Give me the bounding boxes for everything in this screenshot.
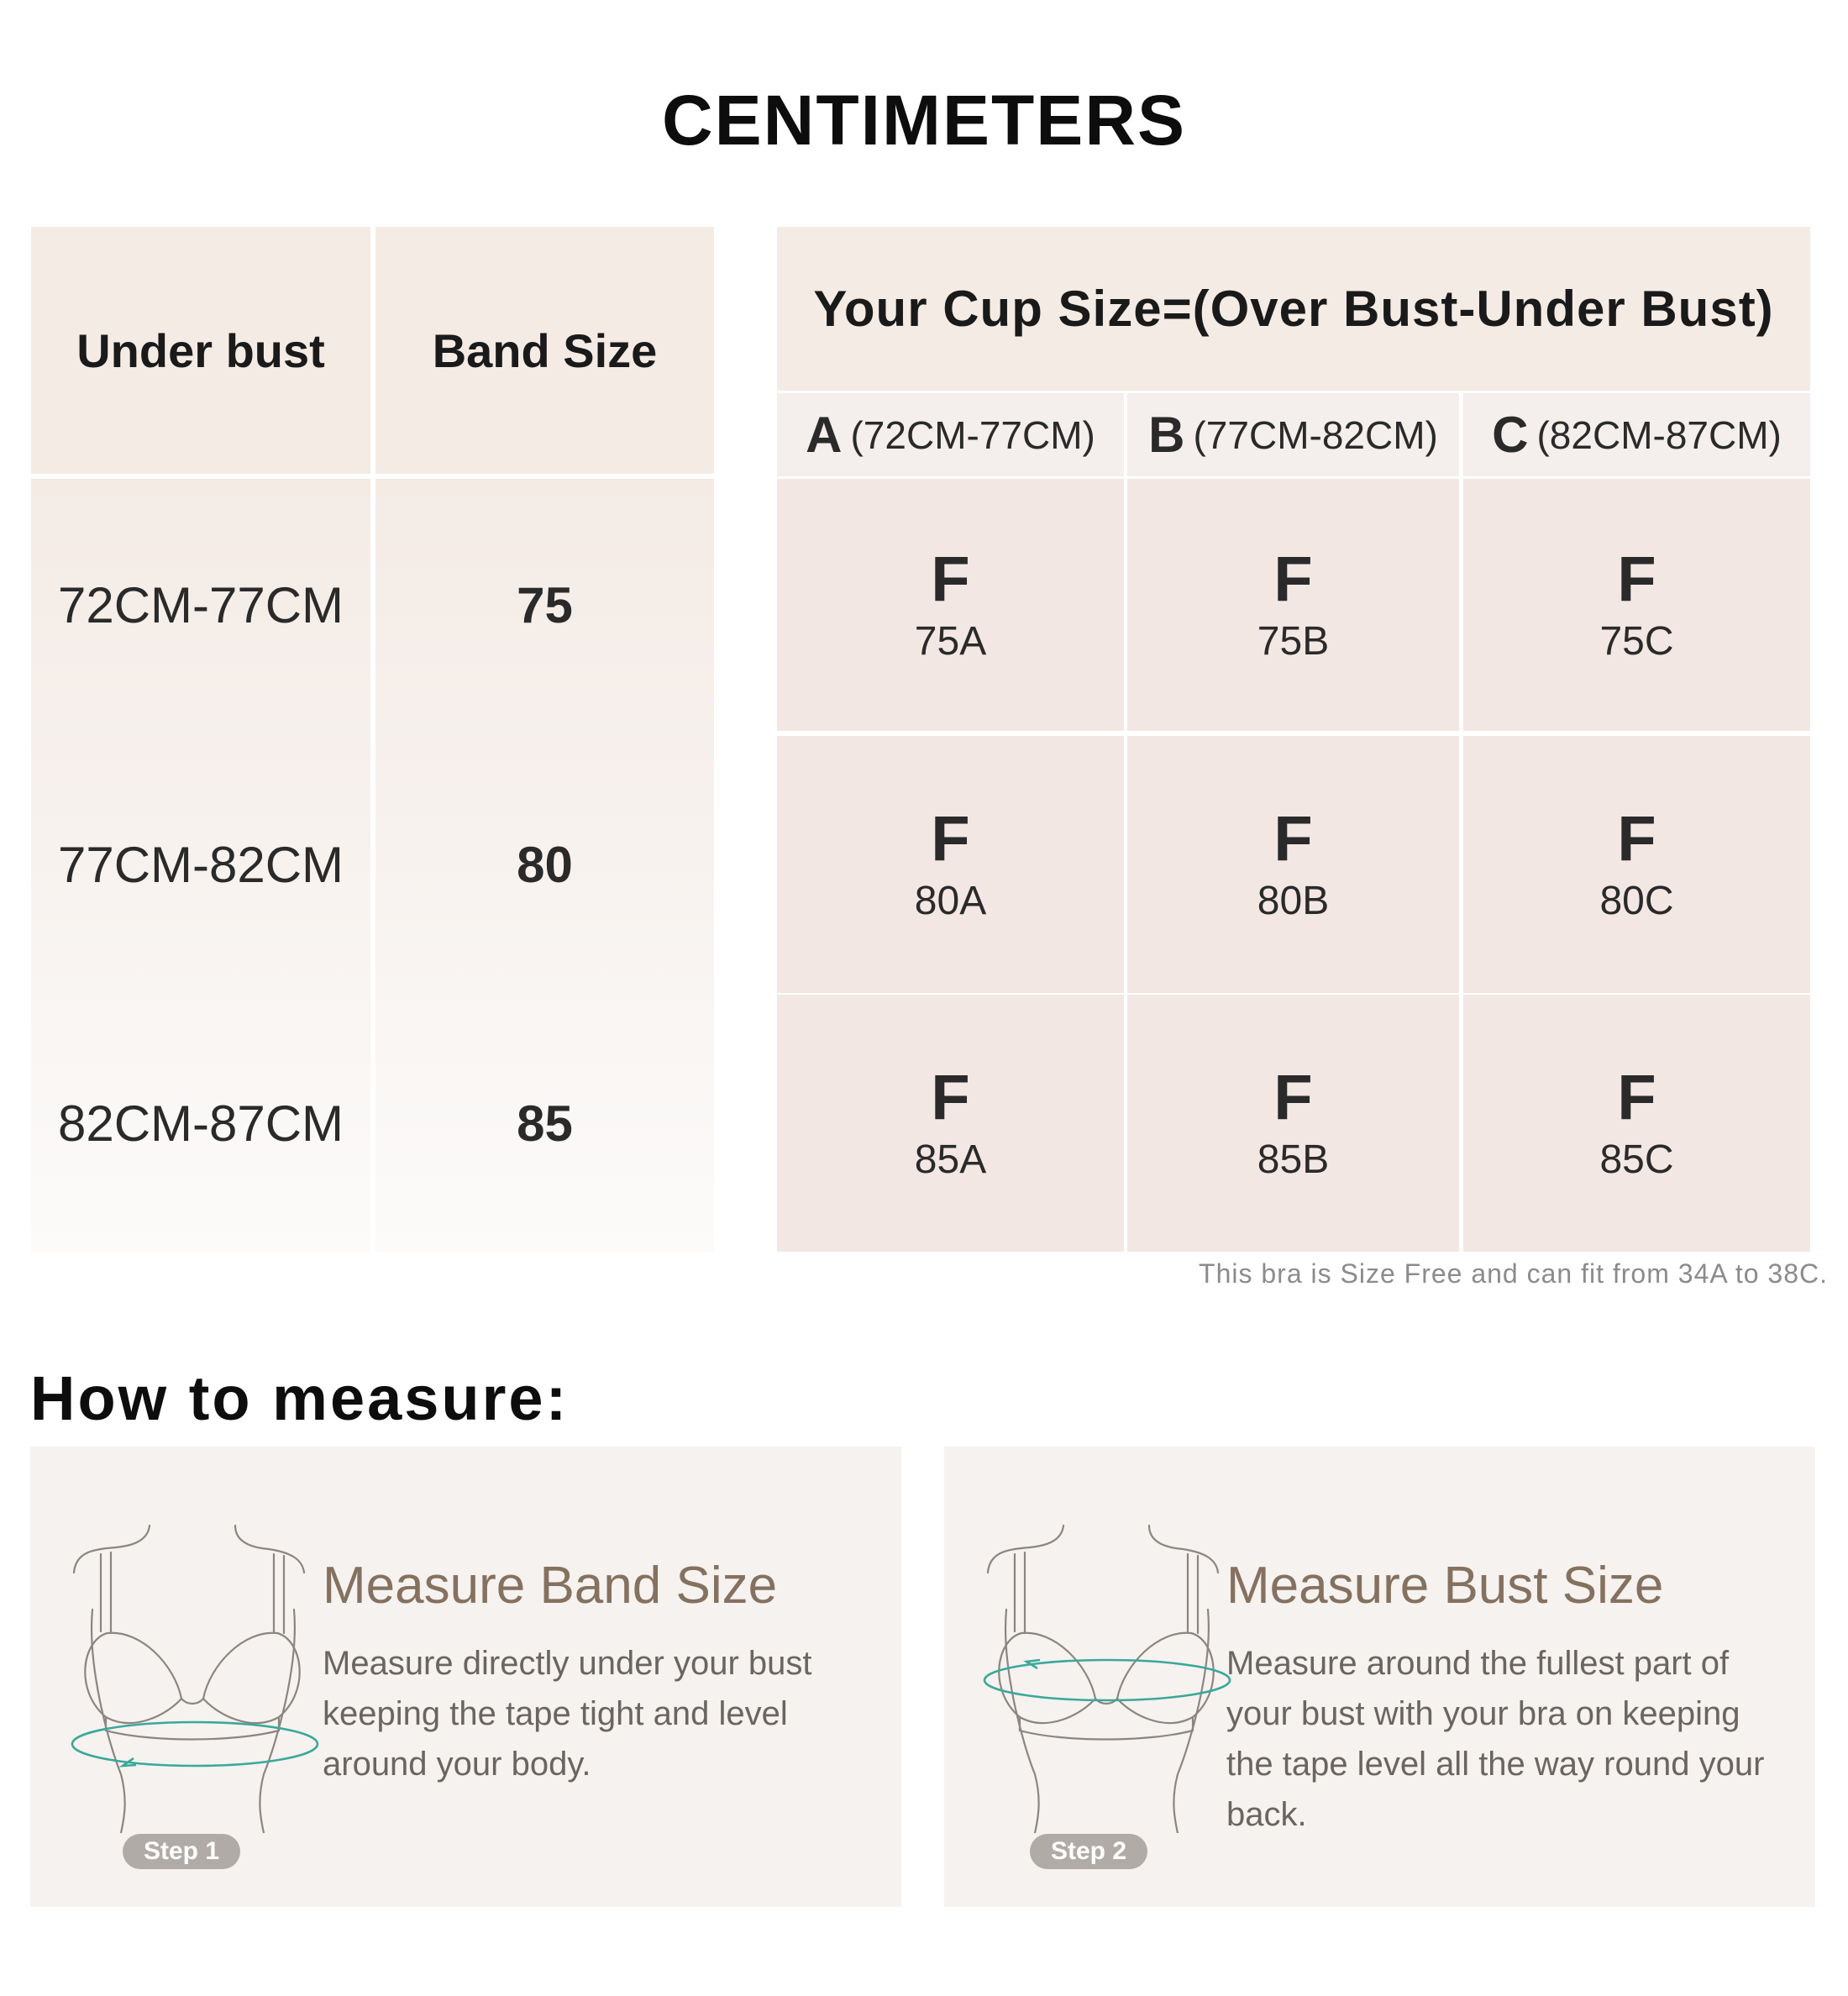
step-1-badge: Step 1 [123, 1834, 240, 1869]
column-header-c [1463, 393, 1810, 476]
band-size-value: 75 [517, 576, 573, 633]
card-description [323, 1638, 860, 1789]
size-cell [1463, 479, 1810, 731]
table-row [375, 479, 714, 731]
table-row [31, 479, 370, 731]
card-description [1226, 1638, 1798, 1840]
size-cell [1127, 995, 1459, 1252]
cup-size-formula-header: Your Cup Size=(Over Bust-Under Bust) [777, 227, 1810, 391]
size-letter: F [1617, 803, 1656, 875]
size-cell [777, 736, 1124, 993]
band-size-value: 85 [517, 1095, 573, 1152]
bra-bust-measure-illustration-icon [963, 1522, 1248, 1833]
size-code: 80C [1599, 879, 1674, 923]
size-cell [777, 479, 1124, 731]
size-letter: F [931, 803, 970, 875]
description-line: the tape level all the way round your [1226, 1746, 1765, 1783]
header-band-size: Band Size [375, 227, 714, 474]
size-code: 85A [914, 1137, 987, 1182]
size-code: 75C [1599, 619, 1674, 664]
size-code: 75A [914, 619, 987, 664]
size-code: 80A [914, 879, 987, 923]
size-letter: F [1273, 803, 1313, 875]
size-letter: F [1617, 1062, 1656, 1133]
size-code: 85C [1599, 1137, 1674, 1182]
size-cell [1463, 995, 1810, 1252]
size-cell [1463, 736, 1810, 993]
size-cell [1127, 736, 1459, 993]
description-line: keeping the tape tight and level [323, 1695, 788, 1732]
measure-bust-card [944, 1447, 1815, 1907]
under-bust-range: 77CM-82CM [57, 836, 344, 893]
size-free-note: This bra is Size Free and can fit from 34A to 38C. [1199, 1258, 1828, 1289]
table-row [31, 736, 370, 993]
step-2-badge: Step 2 [1030, 1834, 1147, 1869]
cup-letter: A [806, 407, 843, 463]
bra-band-measure-illustration-icon [49, 1522, 334, 1833]
size-letter: F [1273, 544, 1313, 615]
size-code: 85B [1257, 1137, 1330, 1182]
size-letter: F [931, 544, 970, 615]
page-title: CENTIMETERS [661, 81, 1187, 160]
under-bust-range: 82CM-87CM [57, 1095, 344, 1152]
size-letter: F [1273, 1062, 1313, 1133]
size-code: 75B [1257, 619, 1330, 664]
description-line: Measure around the fullest part of [1226, 1645, 1730, 1682]
band-size-value: 80 [517, 836, 573, 893]
size-cell [1127, 479, 1459, 731]
cup-range: (72CM-77CM) [850, 412, 1095, 457]
description-line: Measure directly under your bust [323, 1645, 812, 1682]
table-row [375, 736, 714, 993]
cup-letter: C [1492, 407, 1529, 463]
measure-band-card [30, 1447, 901, 1907]
column-header-b [1127, 393, 1459, 476]
card-title: Measure Bust Size [1226, 1557, 1664, 1615]
column-header-a [777, 393, 1124, 476]
card-title: Measure Band Size [323, 1557, 778, 1615]
description-line: back. [1226, 1796, 1307, 1833]
cup-range: (77CM-82CM) [1193, 412, 1438, 457]
size-letter: F [1617, 544, 1656, 615]
size-cell [777, 995, 1124, 1252]
size-code: 80B [1257, 879, 1330, 923]
how-to-measure-heading: How to measure: [30, 1363, 570, 1433]
size-letter: F [931, 1062, 970, 1133]
under-bust-range: 72CM-77CM [57, 576, 344, 633]
header-under-bust: Under bust [31, 227, 370, 474]
table-row [375, 995, 714, 1252]
description-line: around your body. [323, 1746, 591, 1783]
cup-range: (82CM-87CM) [1536, 412, 1782, 457]
table-row [31, 995, 370, 1252]
description-line: your bust with your bra on keeping [1226, 1695, 1740, 1732]
cup-letter: B [1148, 407, 1185, 463]
